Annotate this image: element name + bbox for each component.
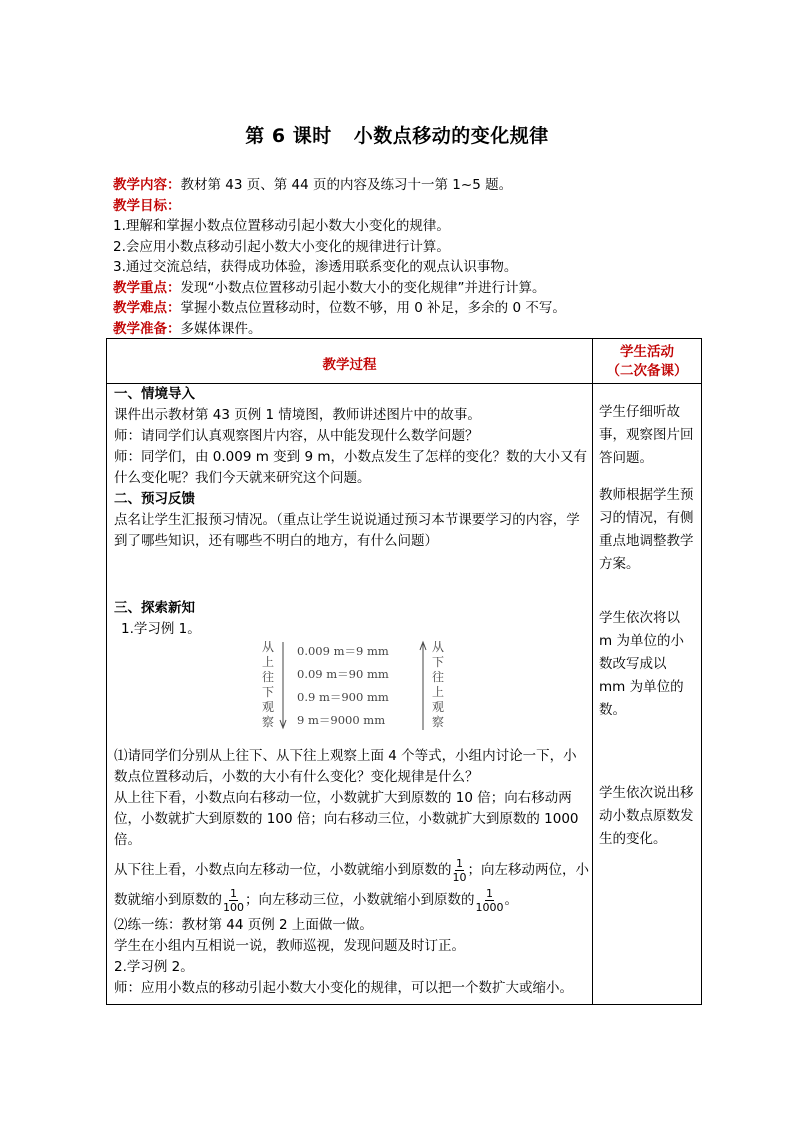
student-note: 教师根据学生预习的情况，有侧重点地调整教学方案。 bbox=[599, 487, 694, 572]
goal-item: 3.通过交流总结，获得成功体验，渗透用联系变化的观点认识事物。 bbox=[113, 259, 518, 275]
paragraph: ⑵练一练：教材第 44 页例 2 上面做一做。 bbox=[114, 917, 373, 933]
paragraph: 师：应用小数点的移动引起小数大小变化的规律，可以把一个数扩大或缩小。 bbox=[114, 980, 573, 996]
content-line bbox=[113, 175, 703, 196]
header-side-title: 学生活动 bbox=[620, 344, 674, 360]
fraction-numerator: 1 bbox=[230, 886, 237, 900]
text-run: ；向左移动三位，小数就缩小到原数的 bbox=[245, 892, 475, 908]
example-1-figure bbox=[257, 640, 447, 732]
goal-item: 1.理解和掌握小数点位置移动引起小数大小变化的规律。 bbox=[113, 218, 450, 234]
text-run: 。 bbox=[504, 892, 518, 908]
label-char: 察 bbox=[261, 715, 274, 729]
equation: 0.9 m＝900 mm bbox=[297, 690, 389, 704]
text-run: ；向左移动两位，小数就缩小到原数的 bbox=[114, 862, 589, 908]
goal-item: 2.会应用小数点移动引起小数大小变化的规律进行计算。 bbox=[113, 238, 450, 255]
fraction-denominator: 10 bbox=[452, 870, 467, 884]
header-side-subtitle: （二次备课） bbox=[606, 363, 688, 379]
prep-line bbox=[113, 319, 703, 340]
label-char: 往 bbox=[261, 670, 274, 684]
paragraph: 1.学习例 1。 bbox=[121, 621, 201, 637]
label-char: 观 bbox=[431, 700, 444, 714]
fraction-denominator: 1000 bbox=[475, 900, 504, 914]
text-run: 从下往上看，小数点向左移动一位，小数就缩小到原数的 bbox=[114, 862, 452, 878]
page-title bbox=[0, 121, 794, 148]
section-title: 三、探索新知 bbox=[114, 600, 195, 616]
label-char: 上 bbox=[261, 655, 274, 669]
paragraph: 点名让学生汇报预习情况。（重点让学生说说通过预习本节课要学习的内容，学到了哪些知识，还有哪些不明白的地方，有什么问题） bbox=[114, 512, 580, 549]
label-char: 从 bbox=[261, 640, 274, 654]
lesson-meta bbox=[113, 175, 703, 339]
down-arrow-icon bbox=[277, 640, 289, 732]
header-student-activity bbox=[593, 343, 701, 381]
fraction-one-thousandth bbox=[476, 887, 504, 914]
paragraph: 课件出示教材第 43 页例 1 情境图，教师讲述图片中的故事。 bbox=[114, 407, 481, 423]
label-char: 上 bbox=[431, 685, 444, 699]
header-teaching-process: 教学过程 bbox=[322, 357, 377, 373]
paragraph: 师：同学们，由 0.009 m 变到 9 m，小数点发生了怎样的变化？数的大小又有什么变化呢？我们今天就来研究这个问题。 bbox=[114, 449, 587, 486]
paragraph-fractions bbox=[114, 855, 590, 915]
label-char: 下 bbox=[431, 655, 444, 669]
top-to-bottom-label bbox=[261, 640, 275, 730]
paragraph: 师：请同学们认真观察图片内容，从中能发现什么数学问题？ bbox=[114, 428, 479, 444]
section-title: 二、预习反馈 bbox=[114, 491, 195, 507]
goals-line bbox=[113, 196, 703, 217]
fraction-one-hundredth bbox=[223, 887, 244, 914]
label-char: 观 bbox=[261, 700, 274, 714]
fraction-denominator: 100 bbox=[223, 900, 244, 914]
paragraph: ⑴请同学们分别从上往下、从下往上观察上面 4 个等式，小组内讨论一下，小数点位置移动后，小数的大小有什么变化？变化规律是什么？ bbox=[114, 748, 577, 785]
fraction-numerator: 1 bbox=[456, 856, 463, 870]
fraction-numerator: 1 bbox=[486, 886, 493, 900]
content-text: 教材第 43 页、第 44 页的内容及练习十一第 1~5 题。 bbox=[180, 177, 513, 193]
equation: 9 m＝9000 mm bbox=[297, 713, 386, 727]
bottom-to-top-label bbox=[431, 640, 445, 730]
equation: 0.009 m＝9 mm bbox=[297, 644, 389, 658]
column-divider bbox=[592, 339, 593, 1004]
difficulty-label: 教学难点： bbox=[113, 300, 181, 316]
section-title: 一、情境导入 bbox=[114, 386, 195, 402]
prep-label: 教学准备： bbox=[113, 320, 181, 337]
lesson-number: 第 6 课时 bbox=[245, 125, 332, 147]
spacer bbox=[114, 552, 590, 598]
label-char: 下 bbox=[261, 685, 274, 699]
fraction-one-tenth bbox=[453, 857, 467, 884]
key-text: 发现“小数点位置移动引起小数大小的变化规律”并进行计算。 bbox=[180, 279, 546, 296]
paragraph: 学生在小组内互相说一说，教师巡视，发现问题及时订正。 bbox=[114, 938, 465, 954]
key-label: 教学重点： bbox=[113, 279, 181, 296]
prep-text: 多媒体课件。 bbox=[180, 320, 262, 337]
student-note: 学生依次将以 m 为单位的小数改写成以 mm 为单位的数。 bbox=[599, 610, 684, 718]
difficulty-line bbox=[113, 298, 703, 319]
label-char: 察 bbox=[431, 715, 444, 729]
paragraph: 从上往下看，小数点向右移动一位，小数就扩大到原数的 10 倍；向右移动两位，小数就扩大到原数的 100 倍；向右移动三位，小数就扩大到原数的 1000 倍。 bbox=[114, 790, 579, 848]
up-arrow-icon bbox=[417, 640, 429, 732]
goals-label: 教学目标： bbox=[113, 197, 181, 214]
paragraph: 2.学习例 2。 bbox=[114, 959, 194, 975]
difficulty-text: 掌握小数点位置移动时，位数不够，用 0 补足，多余的 0 不写。 bbox=[180, 300, 566, 316]
student-note: 学生仔细听故事，观察图片回答问题。 bbox=[599, 404, 694, 466]
label-char: 从 bbox=[431, 640, 444, 654]
student-note: 学生依次说出移动小数点原数发生的变化。 bbox=[599, 785, 694, 847]
key-line bbox=[113, 278, 703, 299]
teaching-process-table bbox=[106, 338, 702, 1005]
label-char: 往 bbox=[431, 670, 444, 684]
lesson-topic: 小数点移动的变化规律 bbox=[353, 125, 549, 147]
equation: 0.09 m＝90 mm bbox=[297, 667, 389, 681]
content-label: 教学内容： bbox=[113, 177, 181, 193]
